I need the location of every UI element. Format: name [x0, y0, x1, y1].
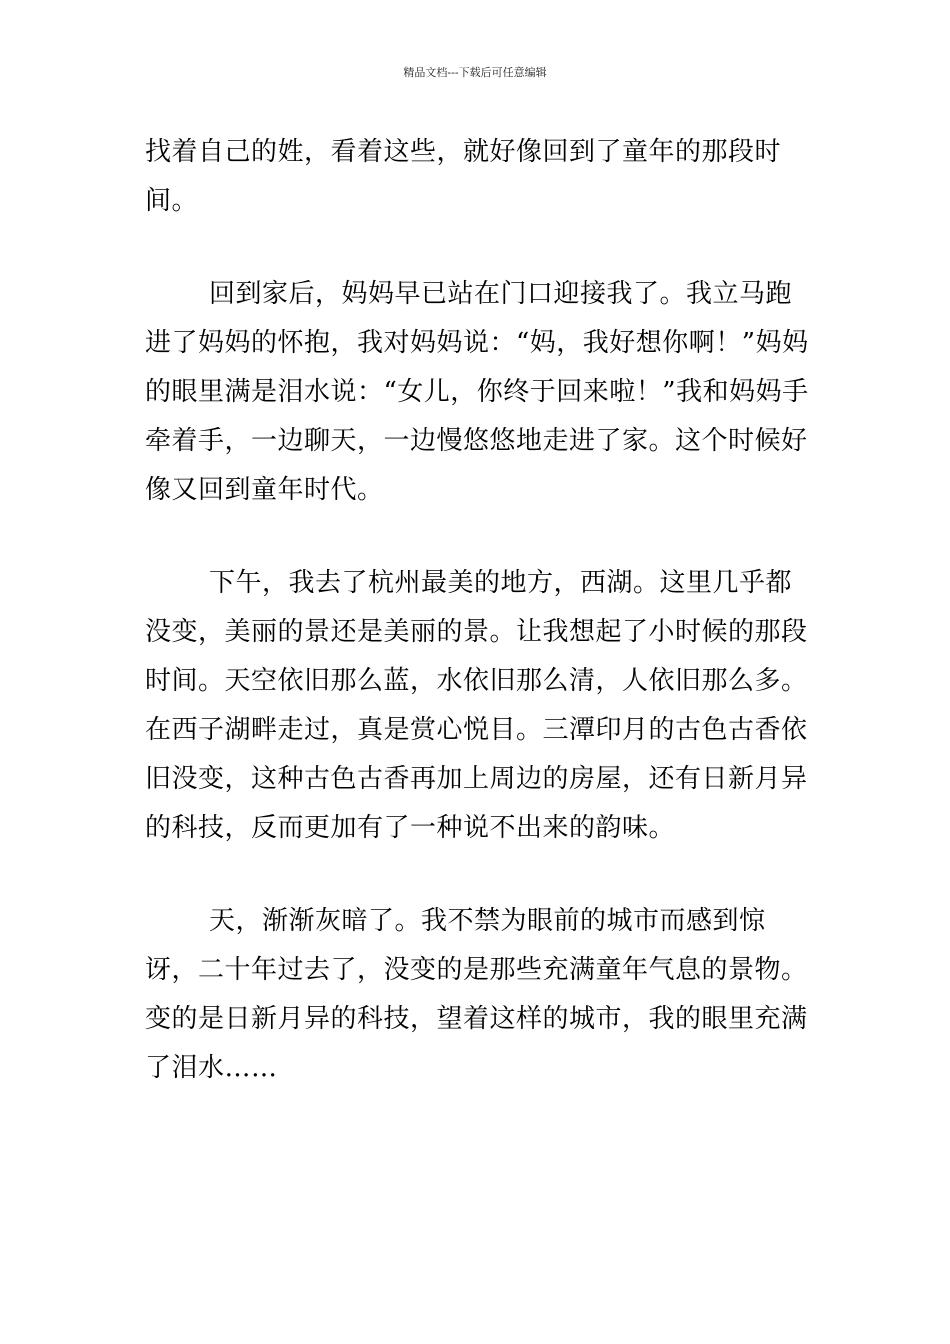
page-header: 精品文档---下载后可任意编辑: [403, 66, 547, 79]
paragraph-4: 天，渐渐灰暗了。我不禁为眼前的城市而感到惊讶，二十年过去了，没变的是那些充满童年气息的景物。变的是日新月异的科技，望着这样的城市，我的眼里充满了泪水……: [145, 906, 808, 1083]
paragraph-gap: [145, 853, 810, 897]
paragraph-3: 下午，我去了杭州最美的地方，西湖。这里几乎都没变，美丽的景还是美丽的景。让我想起了小时候的那段时间。天空依旧那么蓝，水依旧那么清，人依旧那么多。在西子湖畔走过，真是赏心悦目。三潭印月的古色古香依旧没变，这种古色古香再加上周边的房屋，还有日新月异的科技，反而更加有了一种说不出来的韵味。: [145, 568, 808, 843]
paragraph-gap: [145, 226, 810, 270]
document-body: [145, 128, 810, 1093]
paragraph-2: 回到家后，妈妈早已站在门口迎接我了。我立马跑进了妈妈的怀抱，我对妈妈说：“妈，我好想你啊！”妈妈的眼里满是泪水说：“女儿，你终于回来啦！”我和妈妈手牵着手，一边聊天，一边慢悠悠地走进了家。这个时候好像又回到童年时代。: [145, 279, 809, 505]
paragraph-1: 找着自己的姓，看着这些，就好像回到了童年的那段时间。: [145, 137, 782, 216]
paragraph-gap: [145, 515, 810, 559]
